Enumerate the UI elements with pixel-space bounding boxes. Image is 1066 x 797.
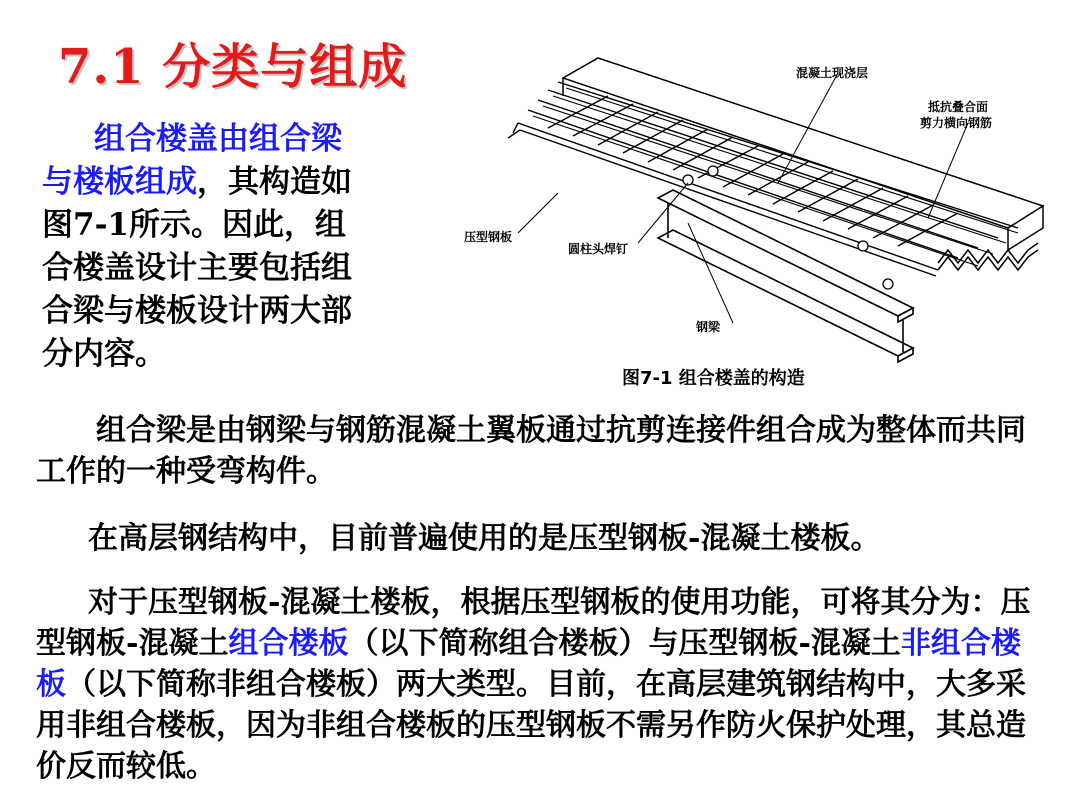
- paragraph-3-text-3: （以下简称非组合楼板）两大类型。目前，在高层建筑钢结构中，大多采用非组合楼板，因为非组合楼板的压型钢板不需另作防火保护处理，其总造价反而较低。: [36, 667, 1026, 784]
- intro-highlight: 组合楼盖由组合梁与楼板组成: [42, 121, 342, 200]
- intro-paragraph: [42, 118, 372, 376]
- paragraph-2-text: 在高层钢结构中，目前普遍使用的是压型钢板-混凝土楼板。: [88, 521, 881, 556]
- term-non-composite-slab: 非组合楼板: [36, 626, 1021, 702]
- paragraph-3-text-1: 对于压型钢板-混凝土楼板，根据压型钢板的使用功能，可将其分为：压型钢板-混凝土: [36, 585, 1031, 661]
- term-composite-slab: 组合楼板: [228, 626, 349, 661]
- label-rebar-line2: 剪力横向钢筋: [920, 116, 993, 130]
- paragraph-1: [36, 410, 1036, 492]
- floor-structure-figure: [458, 38, 1058, 398]
- slide-title: 7.1 分类与组成: [58, 39, 408, 95]
- label-profiled-deck: 压型钢板: [464, 230, 513, 244]
- paragraph-3-text-2: （以下简称组合楼板）与压型钢板-混凝土: [348, 626, 901, 661]
- paragraph-2: [36, 518, 1036, 559]
- label-rebar-line1: 抵抗叠合面: [928, 100, 989, 114]
- intro-text: ，其构造如图7-1所示。因此，组合楼盖设计主要包括组合梁与楼板设计两大部分内容。: [42, 164, 352, 372]
- figure-caption: 图7-1 组合楼盖的构造: [622, 368, 805, 389]
- paragraph-3: [36, 582, 1036, 787]
- label-steel-beam: 钢梁: [696, 320, 721, 334]
- label-stud: 圆柱头焊钉: [568, 242, 629, 256]
- label-concrete-layer: 混凝土现浇层: [796, 66, 869, 80]
- floor-structure-drawing: [458, 38, 1058, 368]
- paragraph-1-text: 组合梁是由钢梁与钢筋混凝土翼板通过抗剪连接件组合成为整体而共同工作的一种受弯构件。: [36, 413, 1026, 489]
